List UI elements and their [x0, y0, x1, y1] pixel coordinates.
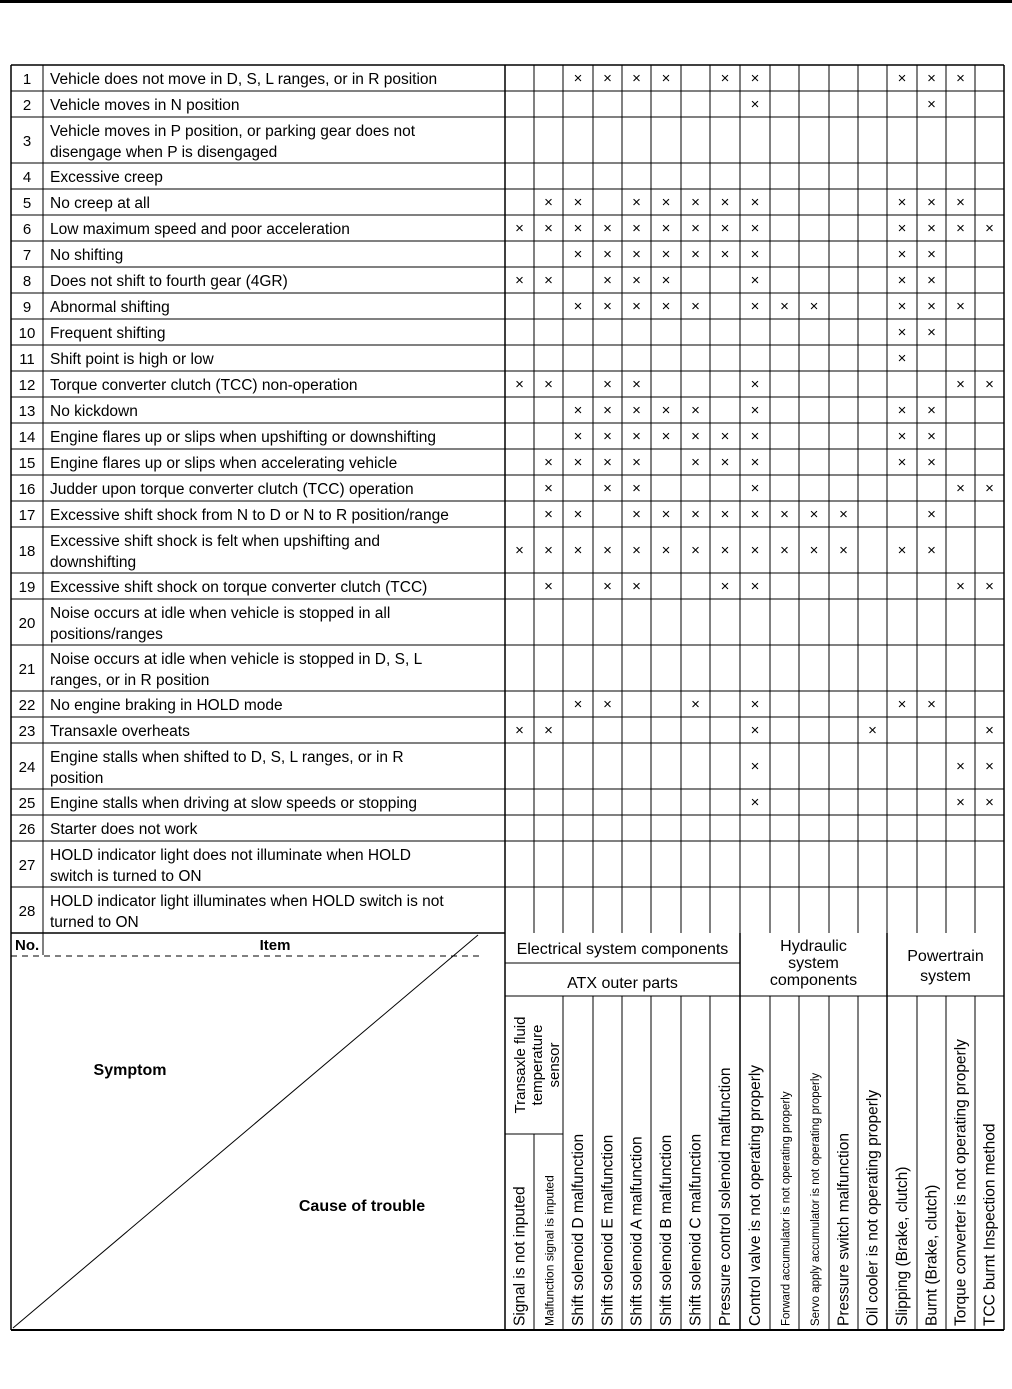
- row-symptom-text: Does not shift to fourth gear (4GR): [50, 273, 288, 290]
- row-number: 13: [18, 403, 36, 420]
- cause-label: Forward accumulator is not operating properly: [780, 1091, 793, 1326]
- row-number: 26: [18, 821, 36, 838]
- cause-label: Shift solenoid E malfunction: [599, 1134, 617, 1326]
- row-number: 18: [18, 543, 36, 560]
- cause-mark: ×: [985, 722, 994, 739]
- cause-mark: ×: [750, 376, 760, 393]
- cause-mark: ×: [750, 298, 760, 315]
- cause-mark: ×: [809, 298, 819, 315]
- cause-mark: ×: [573, 696, 583, 713]
- cause-mark: ×: [603, 428, 612, 445]
- cause-mark: ×: [927, 506, 936, 523]
- cause-mark: ×: [691, 696, 700, 713]
- cause-mark: ×: [868, 722, 877, 739]
- cause-mark: ×: [544, 220, 553, 237]
- row-symptom-text: Judder upon torque converter clutch (TCC) operation: [50, 481, 414, 498]
- cause-mark: ×: [897, 402, 907, 419]
- row-number: 3: [22, 133, 32, 150]
- cause-mark: ×: [927, 428, 936, 445]
- group-hydraulic-label: components: [769, 972, 858, 989]
- cause-mark: ×: [927, 194, 936, 211]
- row-symptom-text: Vehicle moves in P position, or parking gear does not: [50, 123, 416, 140]
- cause-mark: ×: [897, 454, 907, 471]
- row-symptom-text: Excessive creep: [50, 169, 163, 186]
- cause-label: Burnt (Brake, clutch): [923, 1184, 941, 1326]
- cause-mark: ×: [985, 758, 994, 775]
- cause-mark: ×: [897, 428, 907, 445]
- cause-mark: ×: [603, 298, 612, 315]
- cause-mark: ×: [897, 70, 907, 87]
- cause-mark: ×: [632, 220, 641, 237]
- cause-mark: ×: [544, 194, 553, 211]
- cause-mark: ×: [985, 480, 994, 497]
- cause-mark: ×: [603, 220, 612, 237]
- row-symptom-text: Transaxle overheats: [50, 723, 190, 740]
- row-symptom-text: No shifting: [50, 247, 124, 264]
- cause-mark: ×: [720, 194, 730, 211]
- row-number: 23: [18, 723, 36, 740]
- row-symptom-text: Noise occurs at idle when vehicle is stopped in D, S, L: [50, 651, 423, 668]
- cause-label: Shift solenoid C malfunction: [687, 1133, 705, 1326]
- cause-mark: ×: [544, 542, 553, 559]
- row-symptom-text: Vehicle does not move in D, S, L ranges, or in R position: [50, 71, 438, 88]
- cause-mark: ×: [927, 220, 936, 237]
- row-symptom-text: HOLD indicator light does not illuminate when HOLD: [50, 847, 411, 864]
- cause-mark: ×: [632, 246, 641, 263]
- row-number: 15: [18, 455, 36, 472]
- cause-mark: ×: [603, 70, 612, 87]
- cause-mark: ×: [632, 542, 641, 559]
- cause-mark: ×: [661, 542, 671, 559]
- cause-mark: ×: [573, 298, 583, 315]
- header-cause-label: Cause of trouble: [298, 1198, 426, 1215]
- row-symptom-text: Frequent shifting: [50, 325, 166, 342]
- cause-mark: ×: [573, 506, 583, 523]
- cause-mark: ×: [985, 376, 994, 393]
- cause-mark: ×: [839, 506, 848, 523]
- cause-mark: ×: [661, 246, 671, 263]
- cause-mark: ×: [897, 298, 907, 315]
- cause-label: Torque converter is not operating properly: [952, 1039, 970, 1326]
- cause-mark: ×: [750, 542, 760, 559]
- row-symptom-text: Abnormal shifting: [50, 299, 170, 316]
- cause-label: Shift solenoid A malfunction: [628, 1136, 646, 1326]
- cause-mark: ×: [632, 506, 641, 523]
- cause-mark: ×: [927, 542, 936, 559]
- header-diagonal: [13, 935, 478, 1328]
- cause-label: Pressure control solenoid malfunction: [717, 1067, 734, 1326]
- row-symptom-text: Starter does not work: [50, 821, 198, 838]
- cause-mark: ×: [750, 220, 760, 237]
- cause-mark: ×: [956, 376, 965, 393]
- cause-mark: ×: [661, 506, 671, 523]
- row-number: 24: [18, 759, 36, 776]
- cause-mark: ×: [927, 696, 936, 713]
- cause-mark: ×: [661, 428, 671, 445]
- row-symptom-text: Vehicle moves in N position: [50, 97, 240, 114]
- cause-label: Shift solenoid B malfunction: [658, 1134, 675, 1326]
- cause-mark: ×: [956, 794, 965, 811]
- cause-mark: ×: [573, 542, 583, 559]
- cause-mark: ×: [632, 70, 641, 87]
- row-symptom-text: Engine flares up or slips when upshifting or downshifting: [50, 429, 437, 446]
- cause-mark: ×: [603, 480, 612, 497]
- cause-mark: ×: [897, 542, 907, 559]
- cause-mark: ×: [691, 542, 700, 559]
- row-number: 2: [22, 97, 32, 114]
- cause-mark: ×: [750, 480, 760, 497]
- cause-mark: ×: [956, 578, 965, 595]
- header-no-label: No.: [15, 937, 40, 954]
- row-number: 27: [18, 857, 36, 874]
- cause-mark: ×: [956, 194, 965, 211]
- cause-mark: ×: [780, 542, 789, 559]
- group-electrical-label: Electrical system components: [516, 941, 729, 958]
- cause-mark: ×: [985, 220, 994, 237]
- row-symptom-text: disengage when P is disengaged: [50, 144, 278, 161]
- cause-mark: ×: [661, 194, 671, 211]
- row-number: 8: [22, 273, 32, 290]
- row-symptom-text: turned to ON: [50, 914, 139, 931]
- cause-mark: ×: [750, 794, 760, 811]
- cause-mark: ×: [750, 272, 760, 289]
- row-number: 20: [18, 615, 36, 632]
- cause-mark: ×: [632, 272, 641, 289]
- cause-mark: ×: [573, 428, 583, 445]
- header-item-label: Item: [259, 937, 291, 954]
- cause-label: Signal is not inputed: [511, 1186, 529, 1326]
- row-number: 22: [18, 697, 36, 714]
- cause-mark: ×: [897, 324, 907, 341]
- cause-mark: ×: [573, 454, 583, 471]
- cause-mark: ×: [956, 298, 965, 315]
- cause-mark: ×: [780, 298, 789, 315]
- cause-mark: ×: [573, 402, 583, 419]
- cause-mark: ×: [691, 428, 700, 445]
- cause-mark: ×: [750, 578, 760, 595]
- cause-mark: ×: [603, 542, 612, 559]
- cause-mark: ×: [720, 454, 730, 471]
- cause-mark: ×: [573, 246, 583, 263]
- cause-mark: ×: [809, 542, 819, 559]
- cause-mark: ×: [515, 376, 524, 393]
- cause-mark: ×: [927, 298, 936, 315]
- row-symptom-text: ranges, or in R position: [50, 672, 210, 689]
- cause-mark: ×: [603, 272, 612, 289]
- cause-mark: ×: [544, 454, 553, 471]
- cause-mark: ×: [720, 246, 730, 263]
- cause-mark: ×: [927, 324, 936, 341]
- cause-mark: ×: [750, 506, 760, 523]
- cause-mark: ×: [691, 402, 700, 419]
- cause-mark: ×: [809, 506, 819, 523]
- cause-mark: ×: [897, 272, 907, 289]
- cause-label: Servo apply accumulator is not operating properly: [810, 1072, 822, 1326]
- cause-mark: ×: [897, 194, 907, 211]
- cause-mark: ×: [544, 480, 553, 497]
- cause-mark: ×: [544, 272, 553, 289]
- cause-mark: ×: [720, 578, 730, 595]
- cause-mark: ×: [927, 272, 936, 289]
- row-symptom-text: Engine flares up or slips when accelerating vehicle: [50, 455, 398, 472]
- cause-mark: ×: [927, 96, 936, 113]
- cause-mark: ×: [603, 696, 612, 713]
- row-symptom-text: Excessive shift shock is felt when upshifting and: [50, 533, 380, 550]
- cause-mark: ×: [632, 428, 641, 445]
- row-symptom-text: switch is turned to ON: [50, 868, 202, 885]
- cause-mark: ×: [956, 220, 965, 237]
- cause-mark: ×: [956, 480, 965, 497]
- row-symptom-text: Engine stalls when shifted to D, S, L ranges, or in R: [50, 749, 404, 766]
- cause-mark: ×: [720, 506, 730, 523]
- row-number: 21: [18, 661, 36, 678]
- cause-label: Slipping (Brake, clutch): [894, 1166, 911, 1326]
- sensor-group-label: temperature: [528, 1024, 546, 1106]
- row-symptom-text: Excessive shift shock from N to D or N to R position/range: [50, 507, 449, 524]
- cause-label: Shift solenoid D malfunction: [570, 1133, 587, 1326]
- cause-mark: ×: [720, 542, 730, 559]
- group-atx-label: ATX outer parts: [567, 975, 678, 992]
- cause-mark: ×: [603, 578, 612, 595]
- cause-mark: ×: [750, 402, 760, 419]
- cause-mark: ×: [603, 376, 612, 393]
- row-number: 6: [22, 221, 32, 238]
- cause-mark: ×: [691, 506, 700, 523]
- cause-mark: ×: [927, 70, 936, 87]
- row-symptom-text: HOLD indicator light illuminates when HOLD switch is not: [50, 893, 444, 910]
- cause-mark: ×: [661, 70, 671, 87]
- cause-mark: ×: [661, 402, 671, 419]
- cause-mark: ×: [897, 246, 907, 263]
- cause-mark: ×: [603, 402, 612, 419]
- cause-mark: ×: [632, 454, 641, 471]
- cause-mark: ×: [632, 402, 641, 419]
- row-number: 28: [18, 903, 36, 920]
- cause-mark: ×: [515, 220, 524, 237]
- cause-label: Pressure switch malfunction: [835, 1133, 853, 1326]
- cause-mark: ×: [632, 376, 641, 393]
- cause-mark: ×: [661, 298, 671, 315]
- cause-label: Oil cooler is not operating properly: [864, 1089, 882, 1326]
- cause-mark: ×: [750, 722, 760, 739]
- cause-mark: ×: [750, 758, 760, 775]
- row-number: 16: [18, 481, 36, 498]
- cause-mark: ×: [985, 794, 994, 811]
- cause-mark: ×: [985, 578, 994, 595]
- cause-mark: ×: [750, 194, 760, 211]
- cause-mark: ×: [956, 70, 965, 87]
- cause-mark: ×: [927, 246, 936, 263]
- sensor-group-label: Transaxle fluid: [511, 1016, 529, 1114]
- row-symptom-text: Excessive shift shock on torque converter clutch (TCC): [50, 579, 428, 596]
- row-number: 1: [22, 71, 32, 88]
- row-symptom-text: Noise occurs at idle when vehicle is stopped in all: [50, 605, 391, 622]
- row-symptom-text: positions/ranges: [50, 626, 163, 643]
- cause-mark: ×: [661, 220, 671, 237]
- cause-mark: ×: [515, 722, 524, 739]
- row-number: 4: [22, 169, 32, 186]
- cause-mark: ×: [544, 376, 553, 393]
- cause-mark: ×: [750, 70, 760, 87]
- row-number: 14: [18, 429, 36, 446]
- cause-mark: ×: [927, 454, 936, 471]
- cause-mark: ×: [750, 96, 760, 113]
- row-symptom-text: Shift point is high or low: [50, 351, 214, 368]
- row-number: 10: [18, 325, 36, 342]
- cause-mark: ×: [544, 722, 553, 739]
- row-symptom-text: No creep at all: [50, 195, 150, 212]
- cause-mark: ×: [691, 220, 700, 237]
- cause-mark: ×: [780, 506, 789, 523]
- sensor-group-label: sensor: [545, 1042, 563, 1088]
- cause-mark: ×: [632, 578, 641, 595]
- cause-mark: ×: [544, 578, 553, 595]
- row-number: 17: [18, 507, 36, 524]
- cause-mark: ×: [750, 246, 760, 263]
- cause-mark: ×: [720, 220, 730, 237]
- cause-mark: ×: [720, 70, 730, 87]
- cause-mark: ×: [750, 696, 760, 713]
- cause-mark: ×: [661, 272, 671, 289]
- row-number: 19: [18, 579, 36, 596]
- cause-mark: ×: [573, 70, 583, 87]
- cause-mark: ×: [691, 298, 700, 315]
- group-powertrain-label: Powertrain: [907, 948, 984, 965]
- cause-mark: ×: [632, 480, 641, 497]
- cause-mark: ×: [515, 542, 524, 559]
- row-symptom-text: Torque converter clutch (TCC) non-operation: [50, 377, 358, 394]
- row-number: 12: [18, 377, 36, 394]
- cause-mark: ×: [750, 454, 760, 471]
- row-symptom-text: No kickdown: [50, 403, 138, 420]
- cause-mark: ×: [691, 246, 700, 263]
- group-hydraulic-label: Hydraulic: [780, 938, 847, 955]
- cause-label: Malfunction signal is inputed: [542, 1175, 557, 1326]
- row-symptom-text: position: [50, 770, 104, 787]
- row-number: 9: [22, 299, 32, 316]
- cause-mark: ×: [720, 428, 730, 445]
- cause-mark: ×: [897, 220, 907, 237]
- group-powertrain-label: system: [920, 968, 971, 985]
- cause-mark: ×: [956, 758, 965, 775]
- cause-mark: ×: [691, 454, 700, 471]
- header-symptom-label: Symptom: [93, 1062, 167, 1079]
- group-hydraulic-label: system: [788, 955, 839, 972]
- cause-mark: ×: [632, 298, 641, 315]
- cause-mark: ×: [573, 194, 583, 211]
- cause-mark: ×: [603, 454, 612, 471]
- cause-mark: ×: [927, 402, 936, 419]
- row-symptom-text: No engine braking in HOLD mode: [50, 697, 283, 714]
- cause-mark: ×: [750, 428, 760, 445]
- cause-mark: ×: [839, 542, 848, 559]
- row-number: 7: [22, 247, 32, 264]
- cause-mark: ×: [691, 194, 700, 211]
- cause-mark: ×: [897, 350, 907, 367]
- cause-mark: ×: [897, 696, 907, 713]
- row-symptom-text: downshifting: [50, 554, 137, 571]
- row-symptom-text: Low maximum speed and poor acceleration: [50, 221, 350, 238]
- cause-mark: ×: [603, 246, 612, 263]
- cause-label: TCC burnt Inspection method: [981, 1123, 999, 1326]
- row-number: 5: [22, 195, 32, 212]
- row-number: 25: [18, 795, 36, 812]
- cause-mark: ×: [632, 194, 641, 211]
- cause-mark: ×: [544, 506, 553, 523]
- cause-mark: ×: [573, 220, 583, 237]
- cause-mark: ×: [515, 272, 524, 289]
- row-number: 11: [19, 351, 35, 368]
- cause-label: Control valve is not operating properly: [747, 1064, 764, 1326]
- row-symptom-text: Engine stalls when driving at slow speeds or stopping: [50, 795, 418, 812]
